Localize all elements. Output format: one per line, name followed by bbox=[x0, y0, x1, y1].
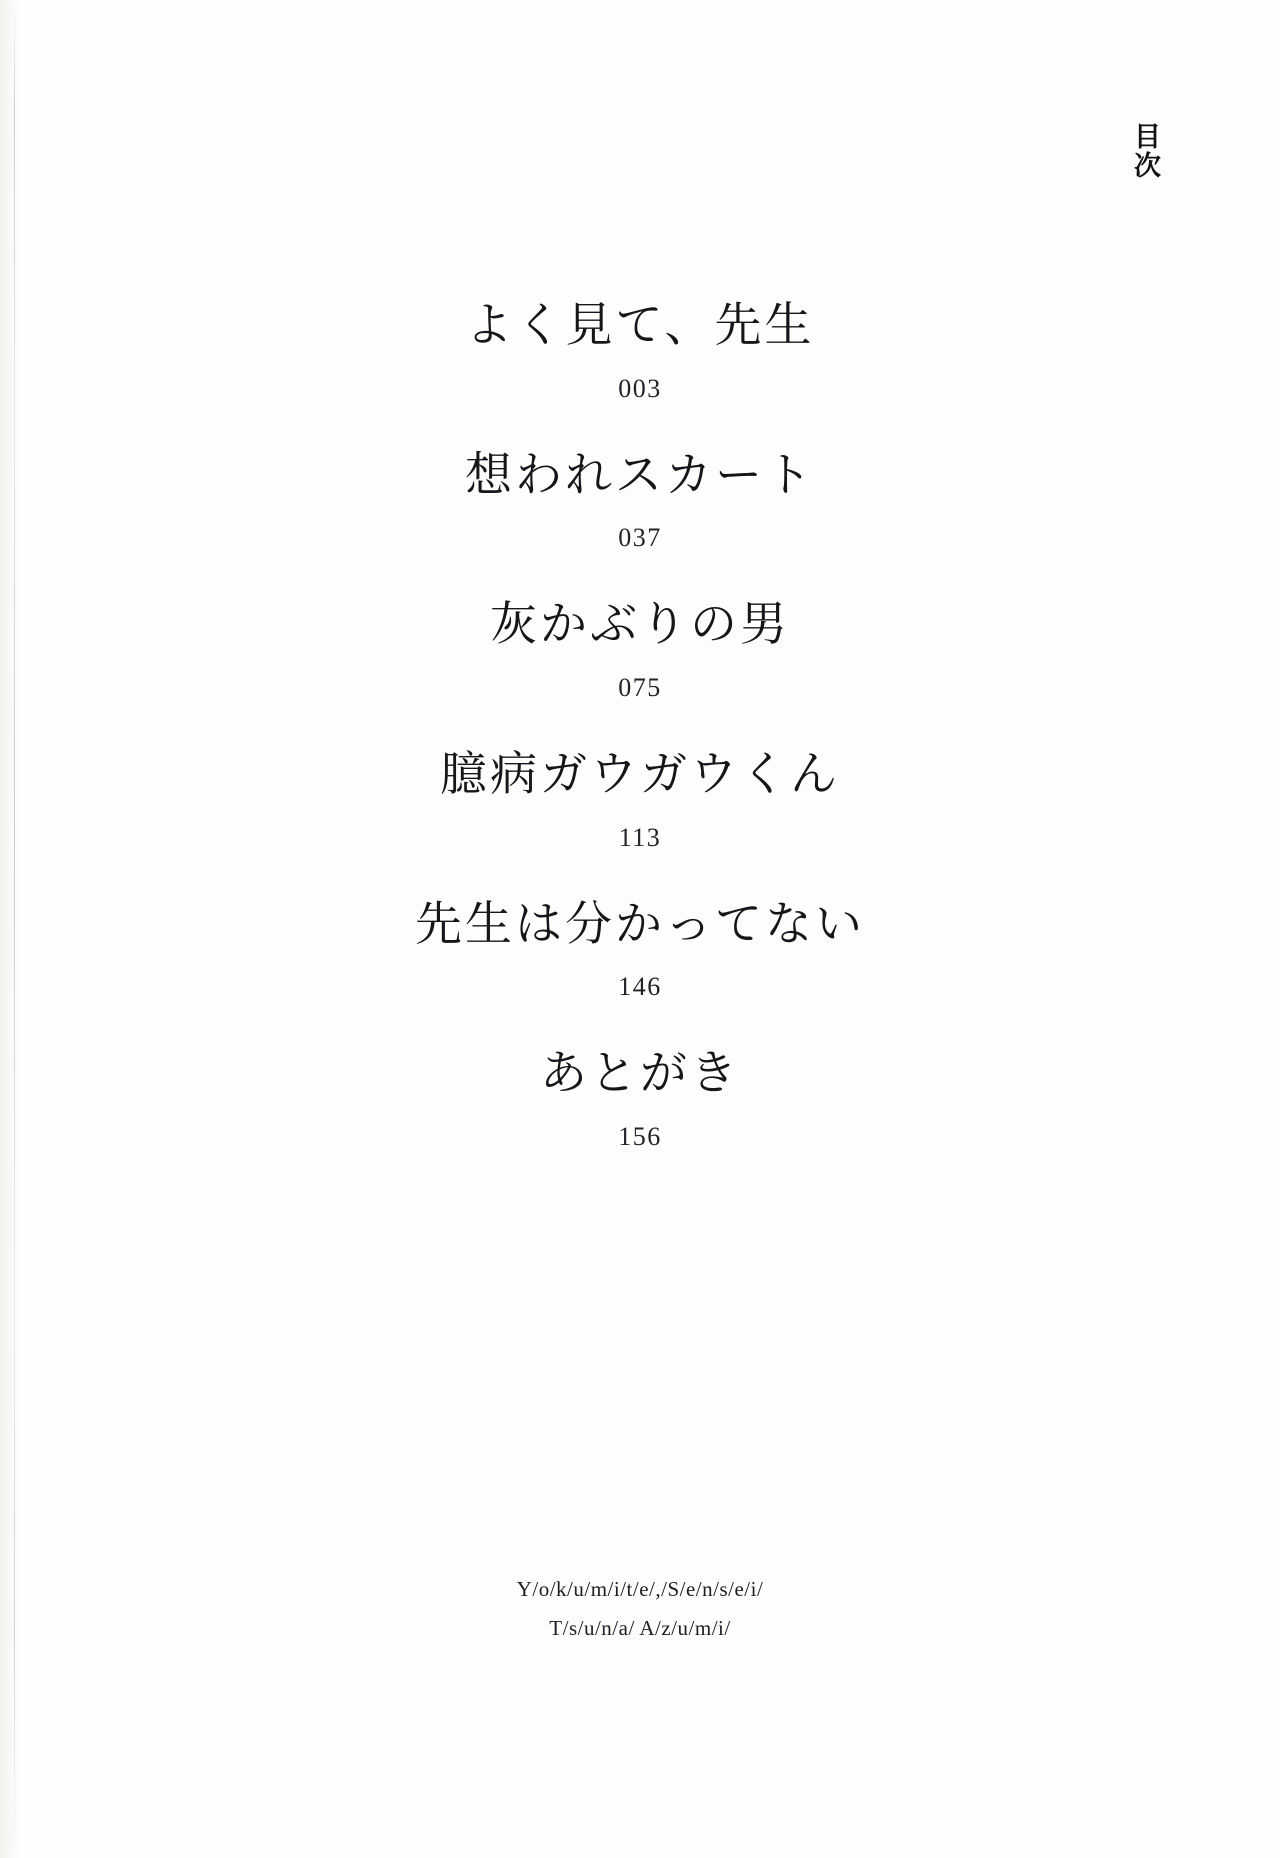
toc-entry[interactable] bbox=[0, 1048, 1280, 1150]
toc-entry-page: 156 bbox=[618, 1122, 662, 1152]
toc-entry-title: あとがき bbox=[540, 1046, 740, 1102]
colophon-line-author: T/s/u/n/a/ A/z/u/m/i/ bbox=[549, 1615, 731, 1640]
toc-entry-page: 146 bbox=[618, 972, 662, 1002]
toc-entry-page: 003 bbox=[618, 373, 662, 403]
toc-entry[interactable] bbox=[0, 896, 1280, 1002]
page-title: 目次 bbox=[1129, 122, 1160, 180]
toc-entry-title: 臆病ガウガウくん bbox=[440, 747, 840, 803]
colophon bbox=[0, 1570, 1280, 1648]
toc-entry-title: 灰かぶりの男 bbox=[490, 597, 790, 653]
toc-entry[interactable] bbox=[0, 300, 1280, 402]
toc-entry-title: 先生は分かってない bbox=[415, 896, 865, 952]
table-of-contents bbox=[0, 300, 1280, 1198]
toc-entry[interactable] bbox=[0, 447, 1280, 553]
toc-entry-page: 075 bbox=[618, 673, 662, 703]
toc-entry-page: 113 bbox=[618, 822, 662, 852]
colophon-line-title: Y/o/k/u/m/i/t/e/,/S/e/n/s/e/i/ bbox=[516, 1577, 764, 1601]
toc-entry[interactable] bbox=[0, 599, 1280, 701]
toc-entry-title: 想われスカート bbox=[465, 447, 815, 503]
toc-entry-title: よく見て、先生 bbox=[465, 298, 815, 353]
toc-entry-page: 037 bbox=[618, 523, 662, 553]
toc-entry[interactable] bbox=[0, 749, 1280, 851]
